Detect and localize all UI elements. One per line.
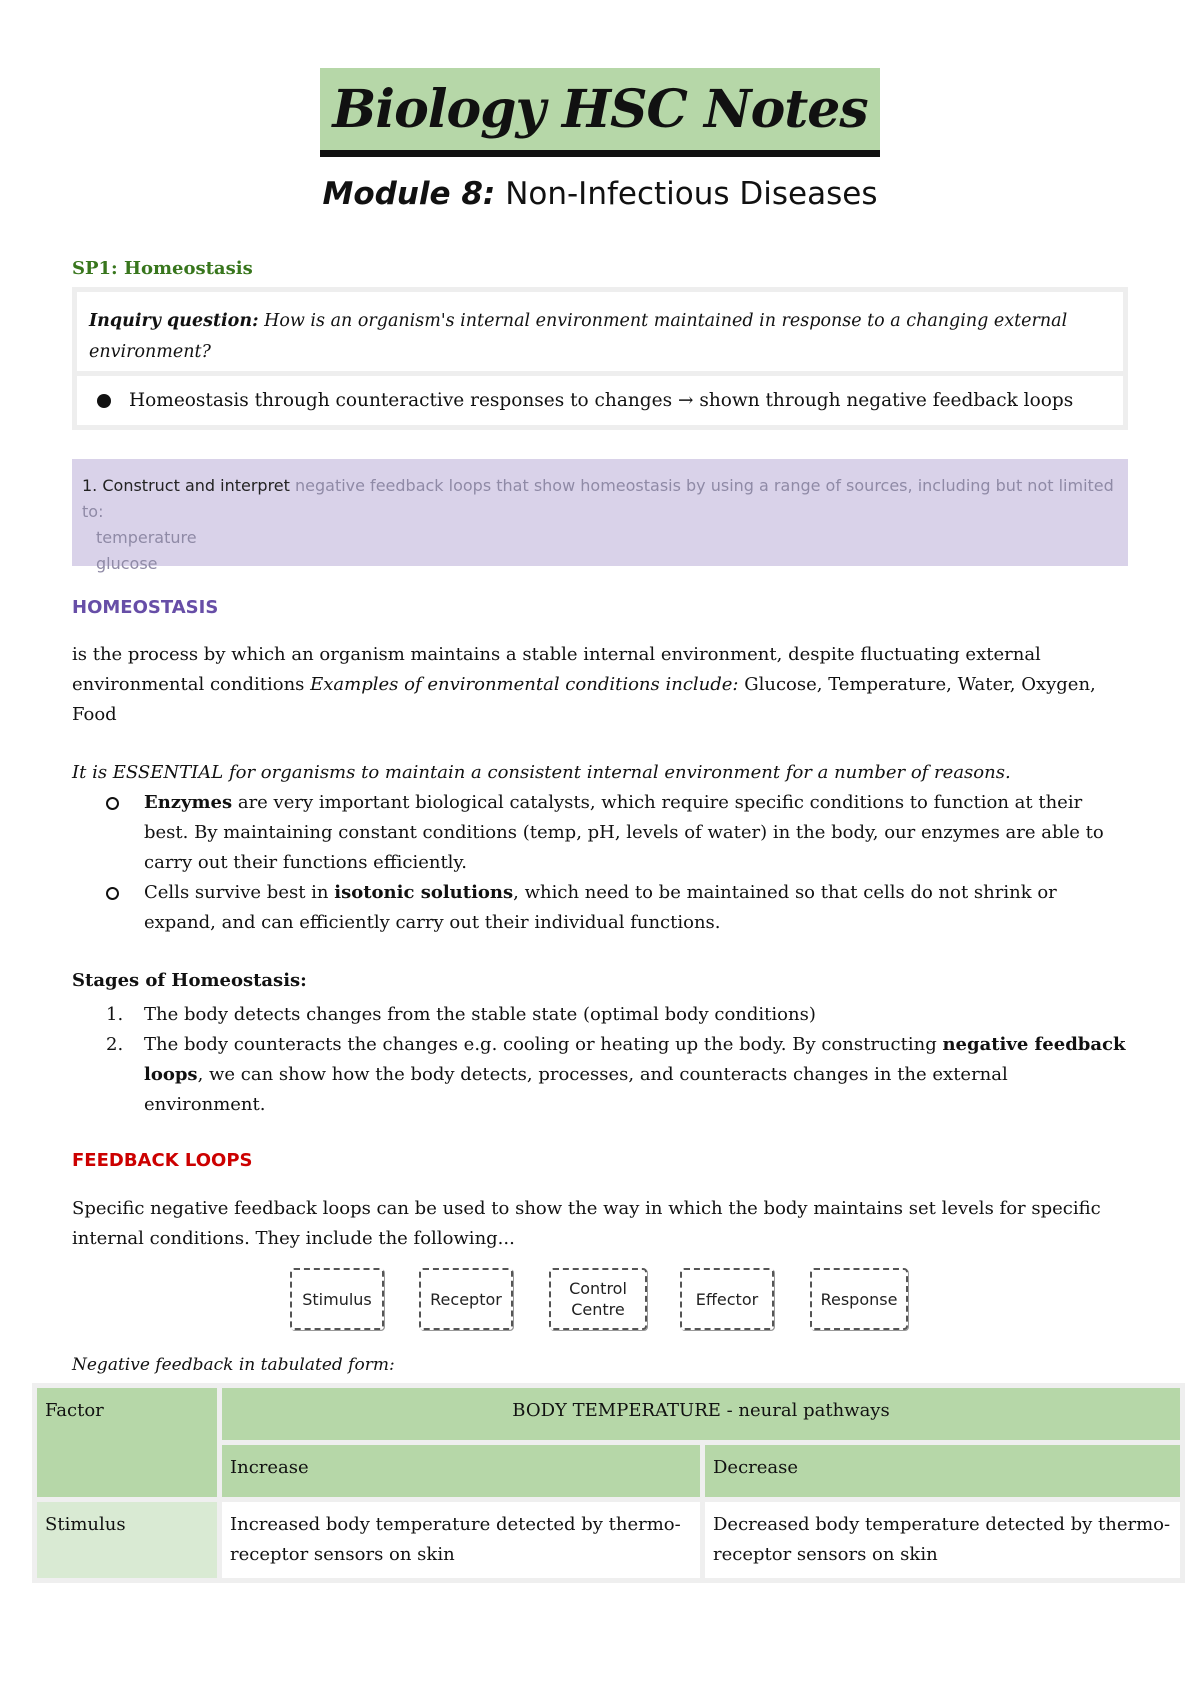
homeostasis-heading: HOMEOSTASIS (72, 597, 219, 618)
feedback-intro: Specific negative feedback loops can be used to show the way in which the body maintains set levels for specific internal conditions. They include the following... (72, 1198, 1101, 1249)
reasons-list (106, 788, 1132, 938)
flow-box-control-centre: Control Centre (549, 1268, 647, 1330)
increase-cell: Increased body temperature detected by thermo-receptor sensors on skin (222, 1502, 700, 1578)
circle-bullet-icon (106, 797, 119, 810)
decrease-header: Decrease (705, 1445, 1180, 1497)
inquiry-label: Inquiry question: (89, 311, 259, 331)
list-item (106, 788, 1132, 878)
reason-pre: Cells survive best in (144, 882, 335, 903)
row-label: Stimulus (37, 1502, 217, 1578)
sp-heading: SP1: Homeostasis (72, 258, 253, 279)
bullet-icon (97, 394, 111, 408)
circle-bullet-icon (106, 887, 119, 900)
reason-text: are very important biological catalysts, which require specific conditions to function at their best. By maintaining constant conditions (temp, pH, levels of water) in the body, our enzymes are able to carry out their functions efficiently. (144, 792, 1104, 873)
increase-header: Increase (222, 1445, 700, 1497)
list-item (106, 1030, 1132, 1120)
factor-header: Factor (37, 1388, 217, 1497)
homeostasis-definition (72, 640, 1132, 730)
table-caption: Negative feedback in tabulated form: (72, 1355, 395, 1375)
stage-pre: The body counteracts the changes e.g. cooling or heating up the body. By constructing (144, 1034, 943, 1055)
syllabus-box (72, 459, 1128, 573)
stages-title: Stages of Homeostasis: (72, 970, 307, 991)
stages-list (106, 1000, 1132, 1120)
flow-box-response: Response (810, 1268, 908, 1330)
item-number: 2. (106, 1034, 124, 1055)
feedback-table (32, 1383, 1185, 1583)
stage-bold: negative feedback loops (144, 1034, 1126, 1085)
list-item (106, 878, 1132, 938)
table-row (37, 1388, 1180, 1440)
table-row (37, 1502, 1180, 1578)
feedback-heading: FEEDBACK LOOPS (72, 1150, 253, 1171)
title-wrap (0, 68, 1200, 157)
reason-text: , which need to be maintained so that cells do not shrink or expand, and can efficiently carry out their individual functions. (144, 882, 1057, 933)
table-title: BODY TEMPERATURE - neural pathways (222, 1388, 1180, 1440)
decrease-cell: Decreased body temperature detected by thermo-receptor sensors on skin (705, 1502, 1180, 1578)
module-name: Non-Infectious Diseases (495, 176, 878, 212)
syllabus-rest: negative feedback loops that show homeostasis by using a range of sources, including but not limited to: (82, 476, 1114, 521)
syllabus-line-3: glucose (96, 554, 158, 573)
examples-label: Examples of environmental conditions include: (310, 674, 739, 695)
reason-bold: isotonic solutions (334, 882, 514, 903)
flow-box-effector: Effector (680, 1268, 774, 1330)
definition-text: is the process by which an organism maintains a stable internal environment, despite fluctuating external environmental conditions (72, 644, 1041, 695)
module-title (0, 176, 1200, 212)
essential-statement: It is ESSENTIAL for organisms to maintain a consistent internal environment for a number of reasons. (72, 762, 1011, 783)
flow-box-receptor: Receptor (419, 1268, 513, 1330)
examples-text: Glucose, Temperature, Water, Oxygen, Food (72, 674, 1096, 725)
reason-bold: Enzymes (144, 792, 233, 813)
syllabus-line-1 (82, 473, 1118, 525)
inquiry-bullet-text: Homeostasis through counteractive responses to changes → shown through negative feedback loops (129, 390, 1074, 411)
module-label: Module 8: (322, 176, 496, 212)
inquiry-box (72, 287, 1128, 430)
inquiry-bullet (77, 376, 1123, 425)
inquiry-question (77, 292, 1123, 371)
syllabus-lead: 1. Construct and interpret (82, 476, 290, 495)
inquiry-text: How is an organism's internal environment maintained in response to a changing external environment? (89, 311, 1068, 362)
stage-post: , we can show how the body detects, processes, and counteracts changes in the external environment. (144, 1064, 1008, 1115)
stage-text: The body detects changes from the stable state (optimal body conditions) (144, 1004, 816, 1025)
flow-box-stimulus: Stimulus (290, 1268, 384, 1330)
document-title: Biology HSC Notes (320, 68, 879, 157)
syllabus-line-2: temperature (96, 528, 197, 547)
item-number: 1. (106, 1004, 124, 1025)
list-item (106, 1000, 1132, 1030)
feedback-flow (0, 1268, 1200, 1332)
